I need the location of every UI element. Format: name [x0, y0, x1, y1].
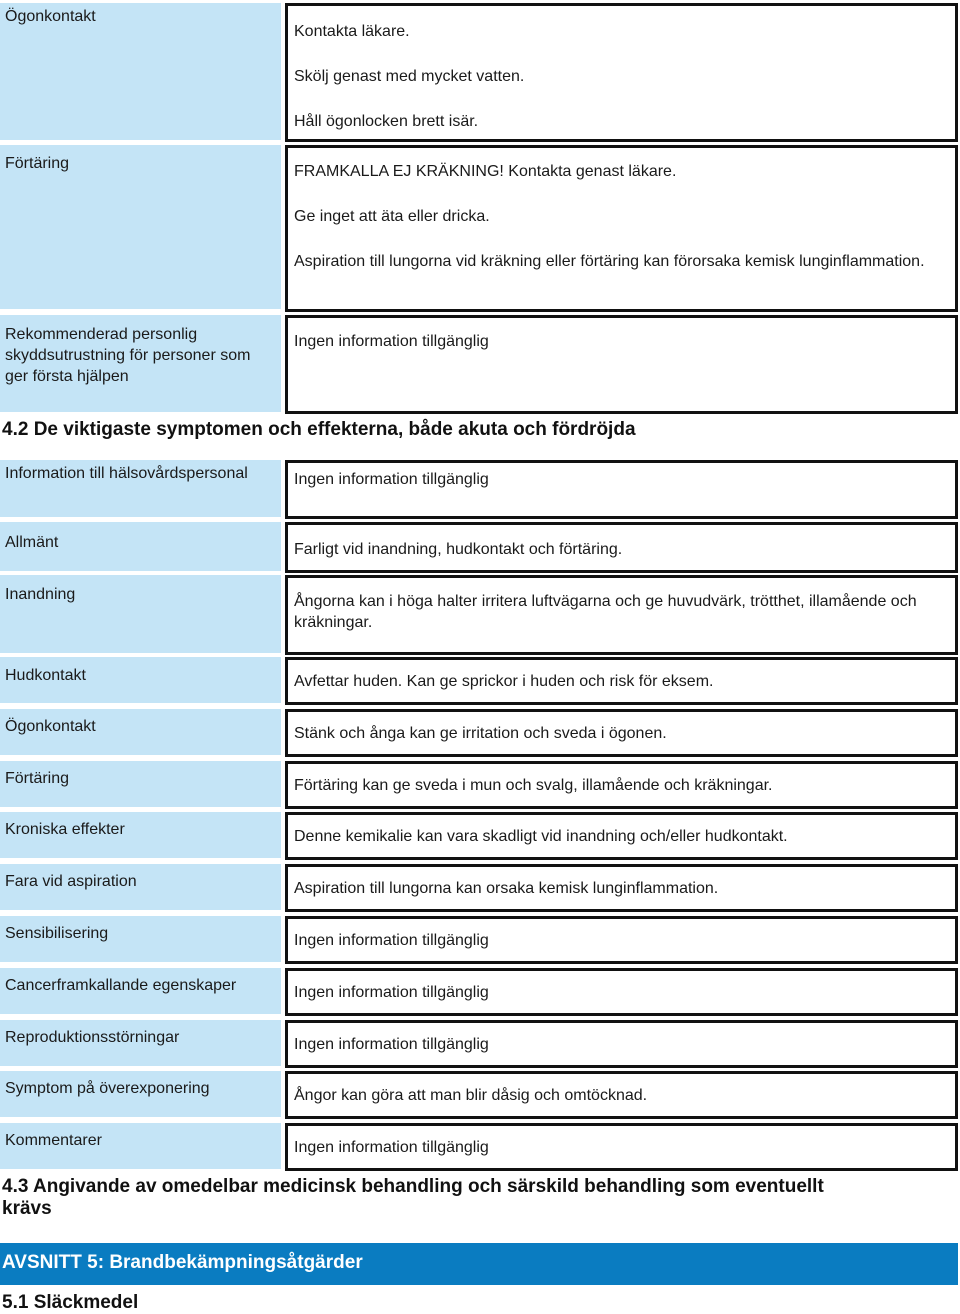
- first-aid-ingestion-line-1: FRAMKALLA EJ KRÄKNING! Kontakta genast läkare.: [294, 163, 677, 180]
- symptom-value-health-info: Ingen information tillgänglig: [285, 460, 958, 519]
- symptom-label-health-info: Information till hälsovårdspersonal: [0, 460, 281, 517]
- symptom-label-ingestion: Förtäring: [0, 761, 281, 807]
- symptom-label-reproductive: Reproduktionsstörningar: [0, 1020, 281, 1066]
- symptom-label-skin: Hudkontakt: [0, 657, 281, 703]
- first-aid-ingestion-line-2: Ge inget att äta eller dricka.: [294, 208, 490, 225]
- first-aid-eye-line-2: Skölj genast med mycket vatten.: [294, 68, 525, 85]
- symptom-label-carcinogenic: Cancerframkallande egenskaper: [0, 968, 281, 1014]
- first-aid-ingestion-line-3: Aspiration till lungorna vid kräkning eller förtäring kan förorsaka kemisk lunginflammation.: [294, 253, 925, 270]
- first-aid-value-ppe: [285, 315, 958, 414]
- symptom-value-aspiration: Aspiration till lungorna kan orsaka kemisk lunginflammation.: [285, 864, 958, 912]
- first-aid-value-ingestion: [285, 145, 958, 312]
- first-aid-label-eye: Ögonkontakt: [0, 3, 281, 140]
- symptom-label-chronic: Kroniska effekter: [0, 812, 281, 858]
- symptom-label-general: Allmänt: [0, 522, 281, 571]
- first-aid-ppe-line-1: Ingen information tillgänglig: [294, 333, 489, 350]
- symptom-value-eye: Stänk och ånga kan ge irritation och sveda i ögonen.: [285, 709, 958, 757]
- symptom-label-inhalation: Inandning: [0, 575, 281, 653]
- symptom-label-comments: Kommentarer: [0, 1123, 281, 1169]
- first-aid-eye-line-1: Kontakta läkare.: [294, 23, 410, 40]
- symptom-value-carcinogenic: Ingen information tillgänglig: [285, 968, 958, 1016]
- heading-5-1: 5.1 Släckmedel: [2, 1292, 139, 1313]
- first-aid-label-ingestion: Förtäring: [0, 145, 281, 309]
- symptom-value-chronic: Denne kemikalie kan vara skadligt vid inandning och/eller hudkontakt.: [285, 812, 958, 860]
- symptom-value-comments: Ingen information tillgänglig: [285, 1123, 958, 1171]
- section-5-header: AVSNITT 5: Brandbekämpningsåtgärder: [0, 1243, 958, 1285]
- heading-4-2: 4.2 De viktigaste symptomen och effekterna, både akuta och fördröjda: [2, 419, 636, 440]
- symptom-value-inhalation: Ångorna kan i höga halter irritera luftvägarna och ge huvudvärk, trötthet, illamående och kräkningar.: [285, 575, 958, 655]
- symptom-value-ingestion: Förtäring kan ge sveda i mun och svalg, illamående och kräkningar.: [285, 761, 958, 809]
- heading-4-3: 4.3 Angivande av omedelbar medicinsk behandling och särskild behandling som eventuellt krävs: [2, 1176, 824, 1219]
- first-aid-value-eye: [285, 3, 958, 142]
- symptom-label-eye: Ögonkontakt: [0, 709, 281, 755]
- symptom-value-sensitisation: Ingen information tillgänglig: [285, 916, 958, 964]
- symptom-value-reproductive: Ingen information tillgänglig: [285, 1020, 958, 1068]
- symptom-value-general: Farligt vid inandning, hudkontakt och förtäring.: [285, 522, 958, 573]
- symptom-label-overexposure: Symptom på överexponering: [0, 1071, 281, 1117]
- first-aid-eye-line-3: Håll ögonlocken brett isär.: [294, 113, 479, 130]
- symptom-label-aspiration: Fara vid aspiration: [0, 864, 281, 910]
- symptom-label-sensitisation: Sensibilisering: [0, 916, 281, 962]
- symptom-value-skin: Avfettar huden. Kan ge sprickor i huden och risk för eksem.: [285, 657, 958, 705]
- symptom-value-overexposure: Ångor kan göra att man blir dåsig och omtöcknad.: [285, 1071, 958, 1119]
- first-aid-label-ppe: Rekommenderad personlig skyddsutrustning för personer som ger första hjälpen: [0, 315, 281, 412]
